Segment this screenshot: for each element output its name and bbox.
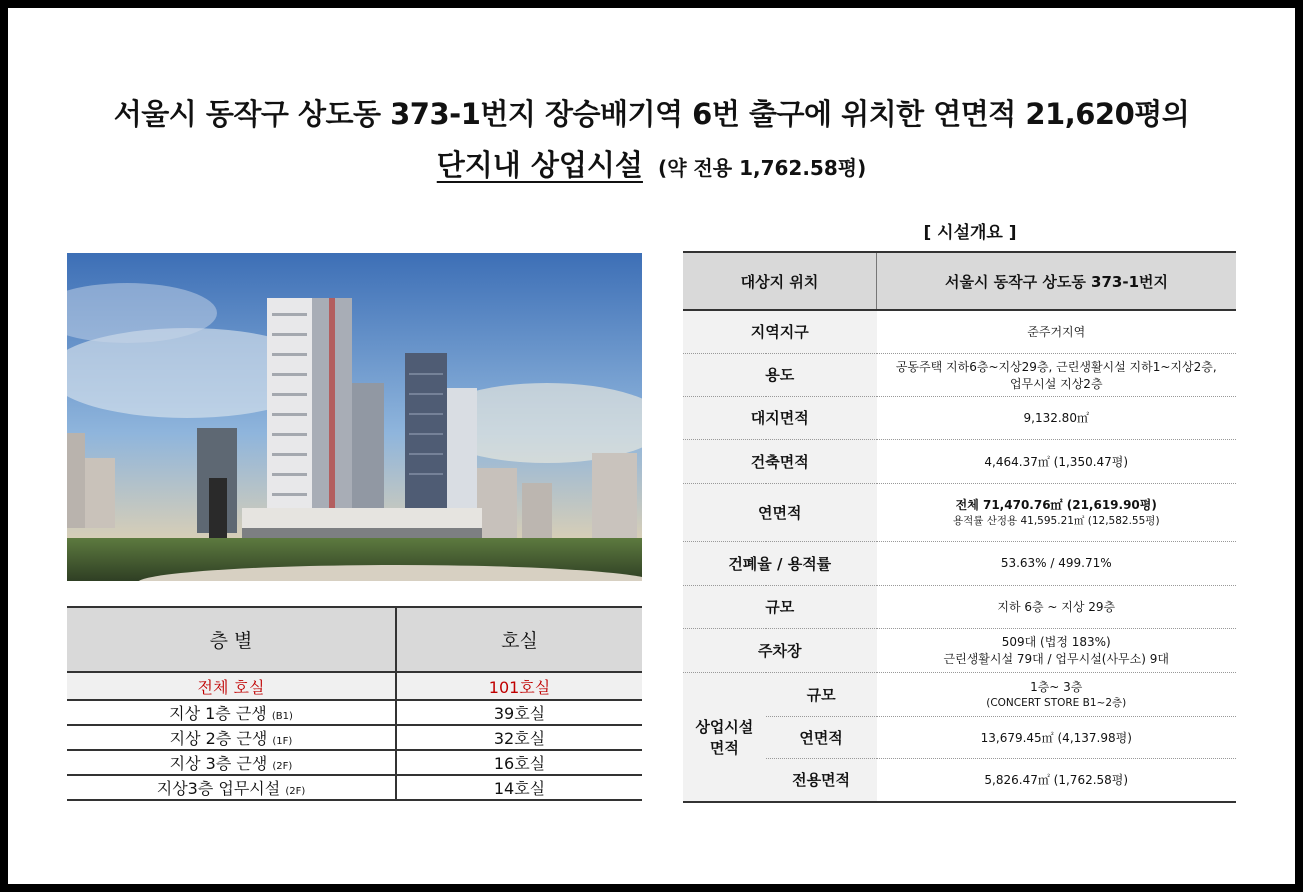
table-row bbox=[683, 439, 1236, 483]
units-cell: 39호실 bbox=[396, 700, 642, 725]
row-value: 4,464.37㎡ (1,350.47평) bbox=[877, 439, 1237, 483]
row-value: 509대 (법정 183%) 근린생활시설 79대 / 업무시설(사무소) 9대 bbox=[877, 628, 1237, 672]
table-row bbox=[683, 716, 1236, 758]
table-row bbox=[683, 396, 1236, 439]
table-row bbox=[683, 628, 1236, 672]
units-cell: 32호실 bbox=[396, 725, 642, 750]
facility-table bbox=[683, 251, 1236, 803]
subheadline-note: (약 전용 1,762.58평) bbox=[658, 156, 867, 180]
row-value: 9,132.80㎡ bbox=[877, 396, 1237, 439]
table-row bbox=[67, 700, 642, 725]
floor-note: (2F) bbox=[285, 786, 306, 797]
row-label: 전용면적 bbox=[766, 758, 877, 802]
table-row bbox=[683, 758, 1236, 802]
row-value: 13,679.45㎡ (4,137.98평) bbox=[877, 716, 1237, 758]
table-row bbox=[683, 483, 1236, 541]
table-row bbox=[67, 725, 642, 750]
floor-cell: 지상 2층 근생 (1F) bbox=[67, 725, 396, 750]
subheadline bbox=[0, 143, 1303, 184]
row-label: 대지면적 bbox=[683, 396, 877, 439]
commercial-group-label: 상업시설 면적 bbox=[683, 672, 766, 802]
row-label: 건축면적 bbox=[683, 439, 877, 483]
row-value: 5,826.47㎡ (1,762.58평) bbox=[877, 758, 1237, 802]
floor-cell: 지상 1층 근생 (B1) bbox=[67, 700, 396, 725]
row-value: 전체 71,470.76㎡ (21,619.90평) 용적률 산정용 41,595.21㎡ (12,582.55평) bbox=[877, 483, 1237, 541]
table-row bbox=[683, 353, 1236, 396]
units-cell: 16호실 bbox=[396, 750, 642, 775]
facility-overview-heading: [ 시설개요 ] bbox=[923, 223, 1017, 243]
row-label: 용도 bbox=[683, 353, 877, 396]
row-label: 연면적 bbox=[683, 483, 877, 541]
location-label: 대상지 위치 bbox=[683, 252, 877, 310]
building-rendering-image bbox=[67, 253, 642, 581]
location-value: 서울시 동작구 상도동 373-1번지 bbox=[877, 252, 1237, 310]
headline: 서울시 동작구 상도동 373-1번지 장승배기역 6번 출구에 위치한 연면적 21,620평의 bbox=[113, 97, 1190, 131]
row-label: 연면적 bbox=[766, 716, 877, 758]
table-row bbox=[683, 672, 1236, 716]
row-value: 53.63% / 499.71% bbox=[877, 541, 1237, 585]
table-row bbox=[683, 541, 1236, 585]
row-label: 규모 bbox=[683, 585, 877, 628]
floor-note: (2F) bbox=[272, 761, 293, 772]
row-value: 1층~ 3층 (CONCERT STORE B1~2층) bbox=[877, 672, 1237, 716]
table-row bbox=[683, 310, 1236, 353]
floor-cell: 지상 3층 근생 (2F) bbox=[67, 750, 396, 775]
units-table-header bbox=[67, 607, 642, 672]
row-label: 주차장 bbox=[683, 628, 877, 672]
floor-cell: 전체 호실 bbox=[67, 672, 396, 700]
units-cell: 101호실 bbox=[396, 672, 642, 700]
row-label: 지역지구 bbox=[683, 310, 877, 353]
subheadline-main: 단지내 상업시설 bbox=[436, 148, 643, 182]
units-header-floor: 층 별 bbox=[67, 607, 396, 672]
units-table bbox=[67, 606, 642, 801]
table-row bbox=[67, 750, 642, 775]
units-header-rooms: 호실 bbox=[396, 607, 642, 672]
floor-cell: 지상3층 업무시설 (2F) bbox=[67, 775, 396, 800]
table-row bbox=[67, 775, 642, 800]
row-value: 준주거지역 bbox=[877, 310, 1237, 353]
row-label: 규모 bbox=[766, 672, 877, 716]
table-row bbox=[683, 585, 1236, 628]
units-cell: 14호실 bbox=[396, 775, 642, 800]
row-label: 건폐율 / 용적률 bbox=[683, 541, 877, 585]
table-row bbox=[67, 672, 642, 700]
floor-note: (B1) bbox=[271, 711, 293, 722]
facility-header-row bbox=[683, 252, 1236, 310]
row-value: 지하 6층 ~ 지상 29층 bbox=[877, 585, 1237, 628]
row-value: 공동주택 지하6층~지상29층, 근린생활시설 지하1~지상2층, 업무시설 지상2층 bbox=[877, 353, 1237, 396]
floor-note: (1F) bbox=[272, 736, 293, 747]
